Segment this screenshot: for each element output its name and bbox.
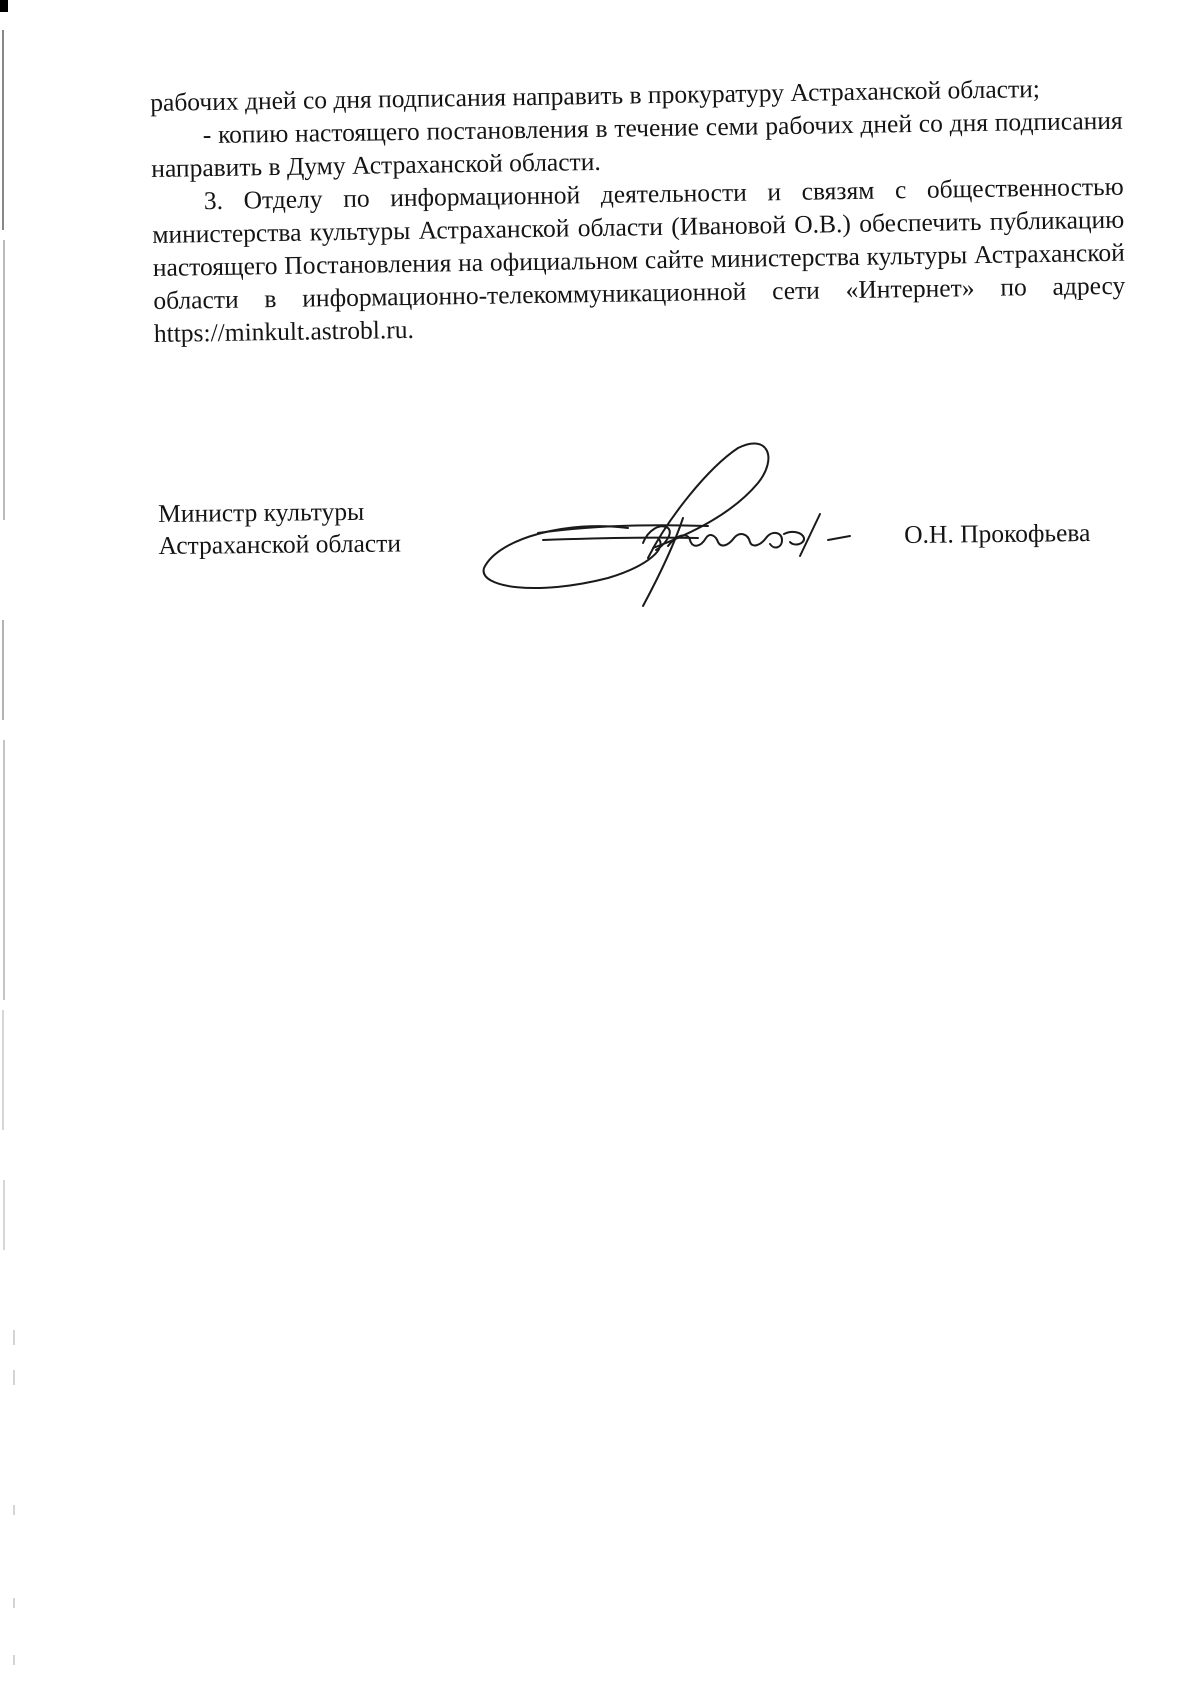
paragraph-continuation: рабочих дней со дня подписания направить в прокуратуру Астраханской области; xyxy=(150,74,1041,117)
signatory-position-line1: Министр культуры xyxy=(158,496,365,528)
paragraph-copy-duma: - копию настоящего постановления в течение семи рабочих дней со дня подписания направить в Думу Астраханской области. xyxy=(151,105,1123,183)
handwritten-signature-icon xyxy=(478,438,878,608)
signatory-position-line2: Астраханской области xyxy=(158,528,402,560)
document-body xyxy=(150,71,1126,350)
signatory-position xyxy=(158,495,401,562)
scan-edge-artifacts xyxy=(0,0,30,1694)
paragraph-item-3: 3. Отделу по информационной деятельности и связям с общественностью министерства культуры Астраханской области (Ивановой О.В.) обеспечить публикацию настоящего Постановления на официальном сайте министерства культуры Астраханской области в информационно-телекоммуникационной сети «Интернет» по адресу https://minkult.astrobl.ru. xyxy=(152,171,1126,348)
signatory-name: О.Н. Прокофьева xyxy=(904,518,1091,549)
